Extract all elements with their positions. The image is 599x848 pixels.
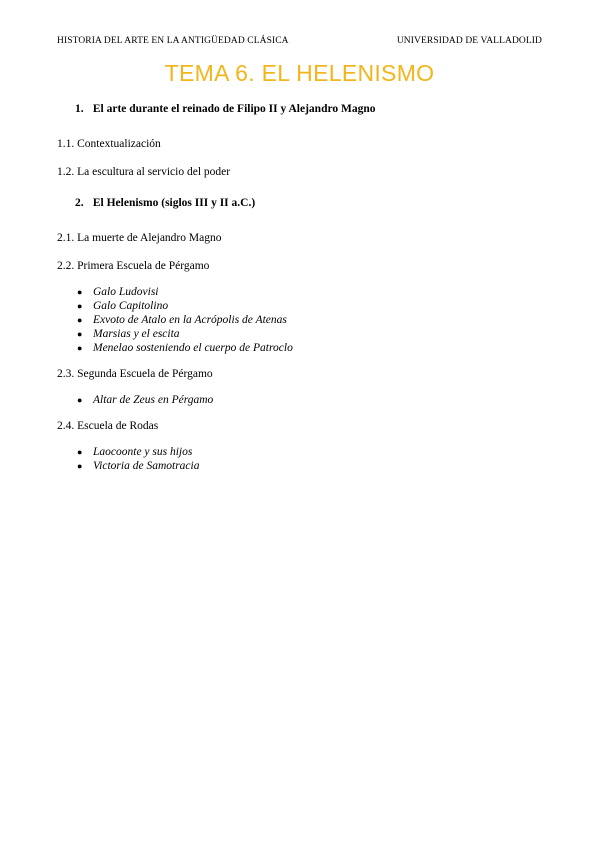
subsection-heading: 1.2. La escultura al servicio del poder — [57, 166, 231, 178]
subsection-heading: 1.1. Contextualización — [57, 138, 161, 150]
header-course-title: HISTORIA DEL ARTE EN LA ANTIGÜEDAD CLÁSICA — [57, 36, 289, 46]
bullet-icon: ● — [77, 329, 83, 339]
section-heading — [57, 196, 542, 210]
bullet-icon: ● — [77, 287, 83, 297]
works-list — [57, 393, 542, 407]
list-item — [77, 299, 542, 313]
section-number: 2. — [75, 197, 84, 209]
work-title: Victoria de Samotracia — [93, 460, 200, 472]
subsection-heading: 2.3. Segunda Escuela de Pérgamo — [57, 368, 213, 380]
list-item — [77, 327, 542, 341]
bullet-icon: ● — [77, 461, 83, 471]
subsection-heading: 2.4. Escuela de Rodas — [57, 420, 159, 432]
work-title: Galo Capitolino — [93, 300, 169, 312]
bullet-icon: ● — [77, 343, 83, 353]
bullet-icon: ● — [77, 447, 83, 457]
header-university: UNIVERSIDAD DE VALLADOLID — [396, 36, 542, 46]
work-title: Laocoonte y sus hijos — [93, 446, 193, 458]
list-item — [77, 313, 542, 327]
list-item — [77, 459, 542, 473]
section-title: El Helenismo (siglos III y II a.C.) — [92, 197, 256, 209]
bullet-icon: ● — [77, 395, 83, 405]
works-list — [57, 445, 542, 473]
bullet-icon: ● — [77, 315, 83, 325]
outline — [57, 102, 542, 485]
work-title: Galo Ludovisi — [93, 286, 159, 298]
subsection-heading: 2.2. Primera Escuela de Pérgamo — [57, 260, 210, 272]
page-title: TEMA 6. EL HELENISMO — [164, 60, 435, 86]
section-number: 1. — [75, 103, 84, 115]
list-item — [77, 393, 542, 407]
work-title: Altar de Zeus en Pérgamo — [93, 394, 214, 406]
work-title: Menelao sosteniendo el cuerpo de Patroclo — [93, 342, 293, 354]
bullet-icon: ● — [77, 301, 83, 311]
section-title: El arte durante el reinado de Filipo II y Alejandro Magno — [92, 103, 376, 115]
subsection-heading: 2.1. La muerte de Alejandro Magno — [57, 232, 222, 244]
list-item — [77, 341, 542, 355]
work-title: Marsias y el escita — [93, 328, 180, 340]
work-title: Exvoto de Atalo en la Acrópolis de Atenas — [93, 314, 287, 326]
list-item — [77, 445, 542, 459]
section-heading — [57, 102, 542, 116]
list-item — [77, 285, 542, 299]
works-list — [57, 285, 542, 355]
